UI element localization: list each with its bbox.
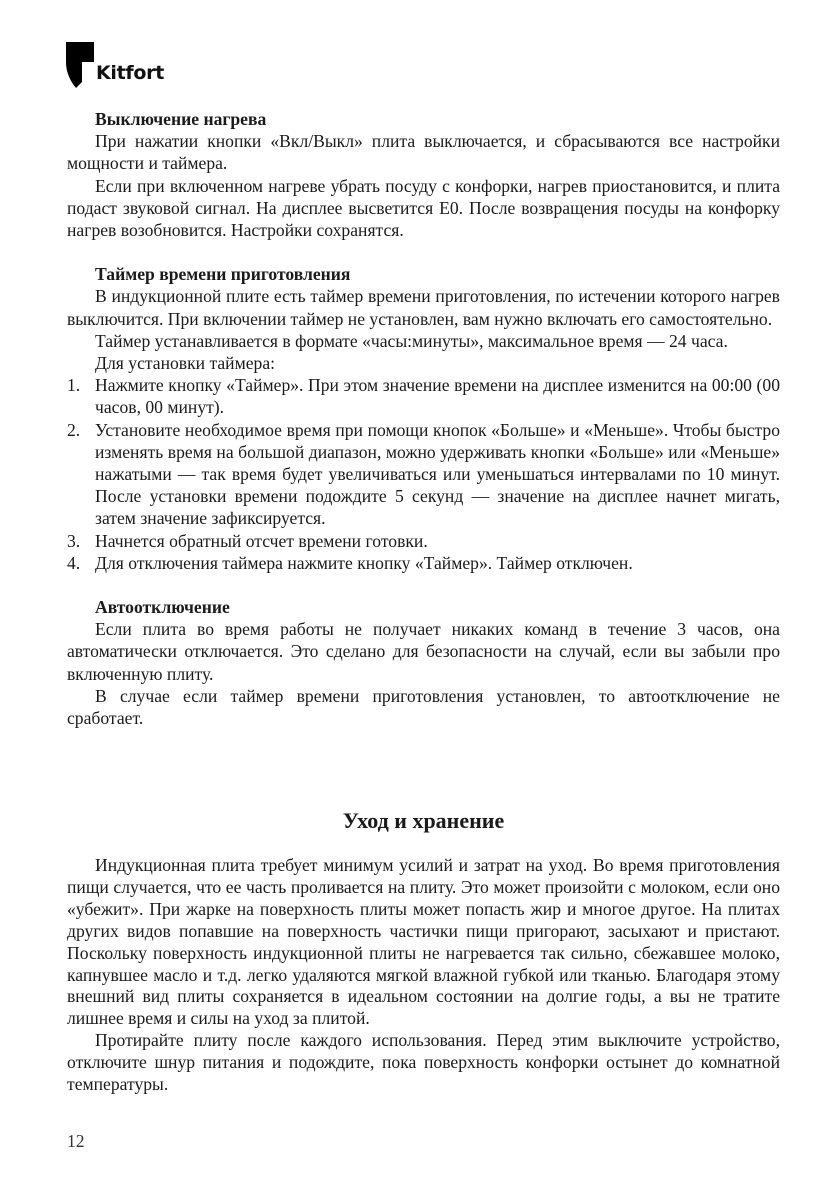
paragraph: Таймер устанавливается в формате «часы:минуты», максимальное время — 24 часа. xyxy=(95,330,728,351)
paragraph: Если при включенном нагреве убрать посуду с конфорки, нагрев приостановится, и плита подаст звуковой сигнал. На дисплее высветится E0. После возвращения посуды на конфорку нагрев возобновится. Настройки сохранятся. xyxy=(67,175,780,241)
paragraph: Для установки таймера: xyxy=(95,353,276,374)
list-text: Нажмите кнопку «Таймер». При этом значение времени на дисплее изменится на 00:00 (00 часов, 00 минут). xyxy=(95,375,780,418)
paragraph: Протирайте плиту после каждого использования. Перед этим выключите устройство, отключите шнур питания и подождите, пока поверхность конфорки остынет до комнатной температуры. xyxy=(67,1030,780,1095)
list-number: 1. xyxy=(67,375,81,396)
list-number: 4. xyxy=(67,552,81,573)
heading-auto-off: Автоотключение xyxy=(95,597,230,618)
list-number: 3. xyxy=(67,530,81,551)
paragraph: При нажатии кнопки «Вкл/Выкл» плита выключается, и сбрасываются все настройки мощности и таймера. xyxy=(67,131,780,174)
timer-steps-list xyxy=(67,374,780,574)
chapter-title: Уход и хранение xyxy=(342,808,505,833)
list-item xyxy=(67,530,780,552)
brand-logo xyxy=(66,42,226,90)
list-item xyxy=(67,374,780,418)
care-section-body xyxy=(67,855,780,1096)
paragraph: Индукционная плита требует минимум усилий и затрат на уход. Во время приготовления пищи случается, что ее часть проливается на плиту. Это может произойти с молоком, если оно «убежит». При жарке на поверхность плиты может попасть жир и многое другое. На плитах других видов попавшие на поверхность частички пищи пригорают, засыхают и пристают. Поскольку поверхность индукционной плиты не нагревается так сильно, сбежавшее молоко, капнувшее масло и т.д. легко удаляются мягкой влажной губкой или тканью. Благодаря этому внешний вид плиты сохраняется в идеальном состоянии на долгие годы, а вы не тратите лишнее время и силы на уход за плитой. xyxy=(67,855,780,1029)
list-text: Для отключения таймера нажмите кнопку «Таймер». Таймер отключен. xyxy=(95,552,633,573)
list-text: Установите необходимое время при помощи кнопок «Больше» и «Меньше». Чтобы быстро изменять время на большой диапазон, можно удерживать кнопки «Больше» или «Меньше» нажатыми — так время будет увеличиваться или уменьшаться интервалами по 10 минут. После установки времени подождите 5 секунд — значение на дисплее начнет мигать, затем значение зафиксируется. xyxy=(95,419,780,529)
list-item xyxy=(67,552,780,574)
brand-name: Kitfort xyxy=(96,62,164,84)
list-item xyxy=(67,419,780,530)
kitfort-logo-icon xyxy=(66,42,100,90)
list-text: Начнется обратный отсчет времени готовки. xyxy=(95,530,428,551)
paragraph: В индукционной плите есть таймер времени приготовления, по истечении которого нагрев выключится. При включении таймер не установлен, вам нужно включать его самостоятельно. xyxy=(67,286,780,329)
page-number: 12 xyxy=(67,1131,85,1151)
instructions-body xyxy=(67,108,780,729)
heading-heat-off: Выключение нагрева xyxy=(95,109,267,129)
list-number: 2. xyxy=(67,419,81,440)
paragraph: В случае если таймер времени приготовления установлен, то автоотключение не сработает. xyxy=(67,685,780,729)
heading-timer: Таймер времени приготовления xyxy=(95,264,351,285)
paragraph: Если плита во время работы не получает никаких команд в течение 3 часов, она автоматически отключается. Это сделано для безопасности на случай, если вы забыли про включенную плиту. xyxy=(67,619,780,684)
